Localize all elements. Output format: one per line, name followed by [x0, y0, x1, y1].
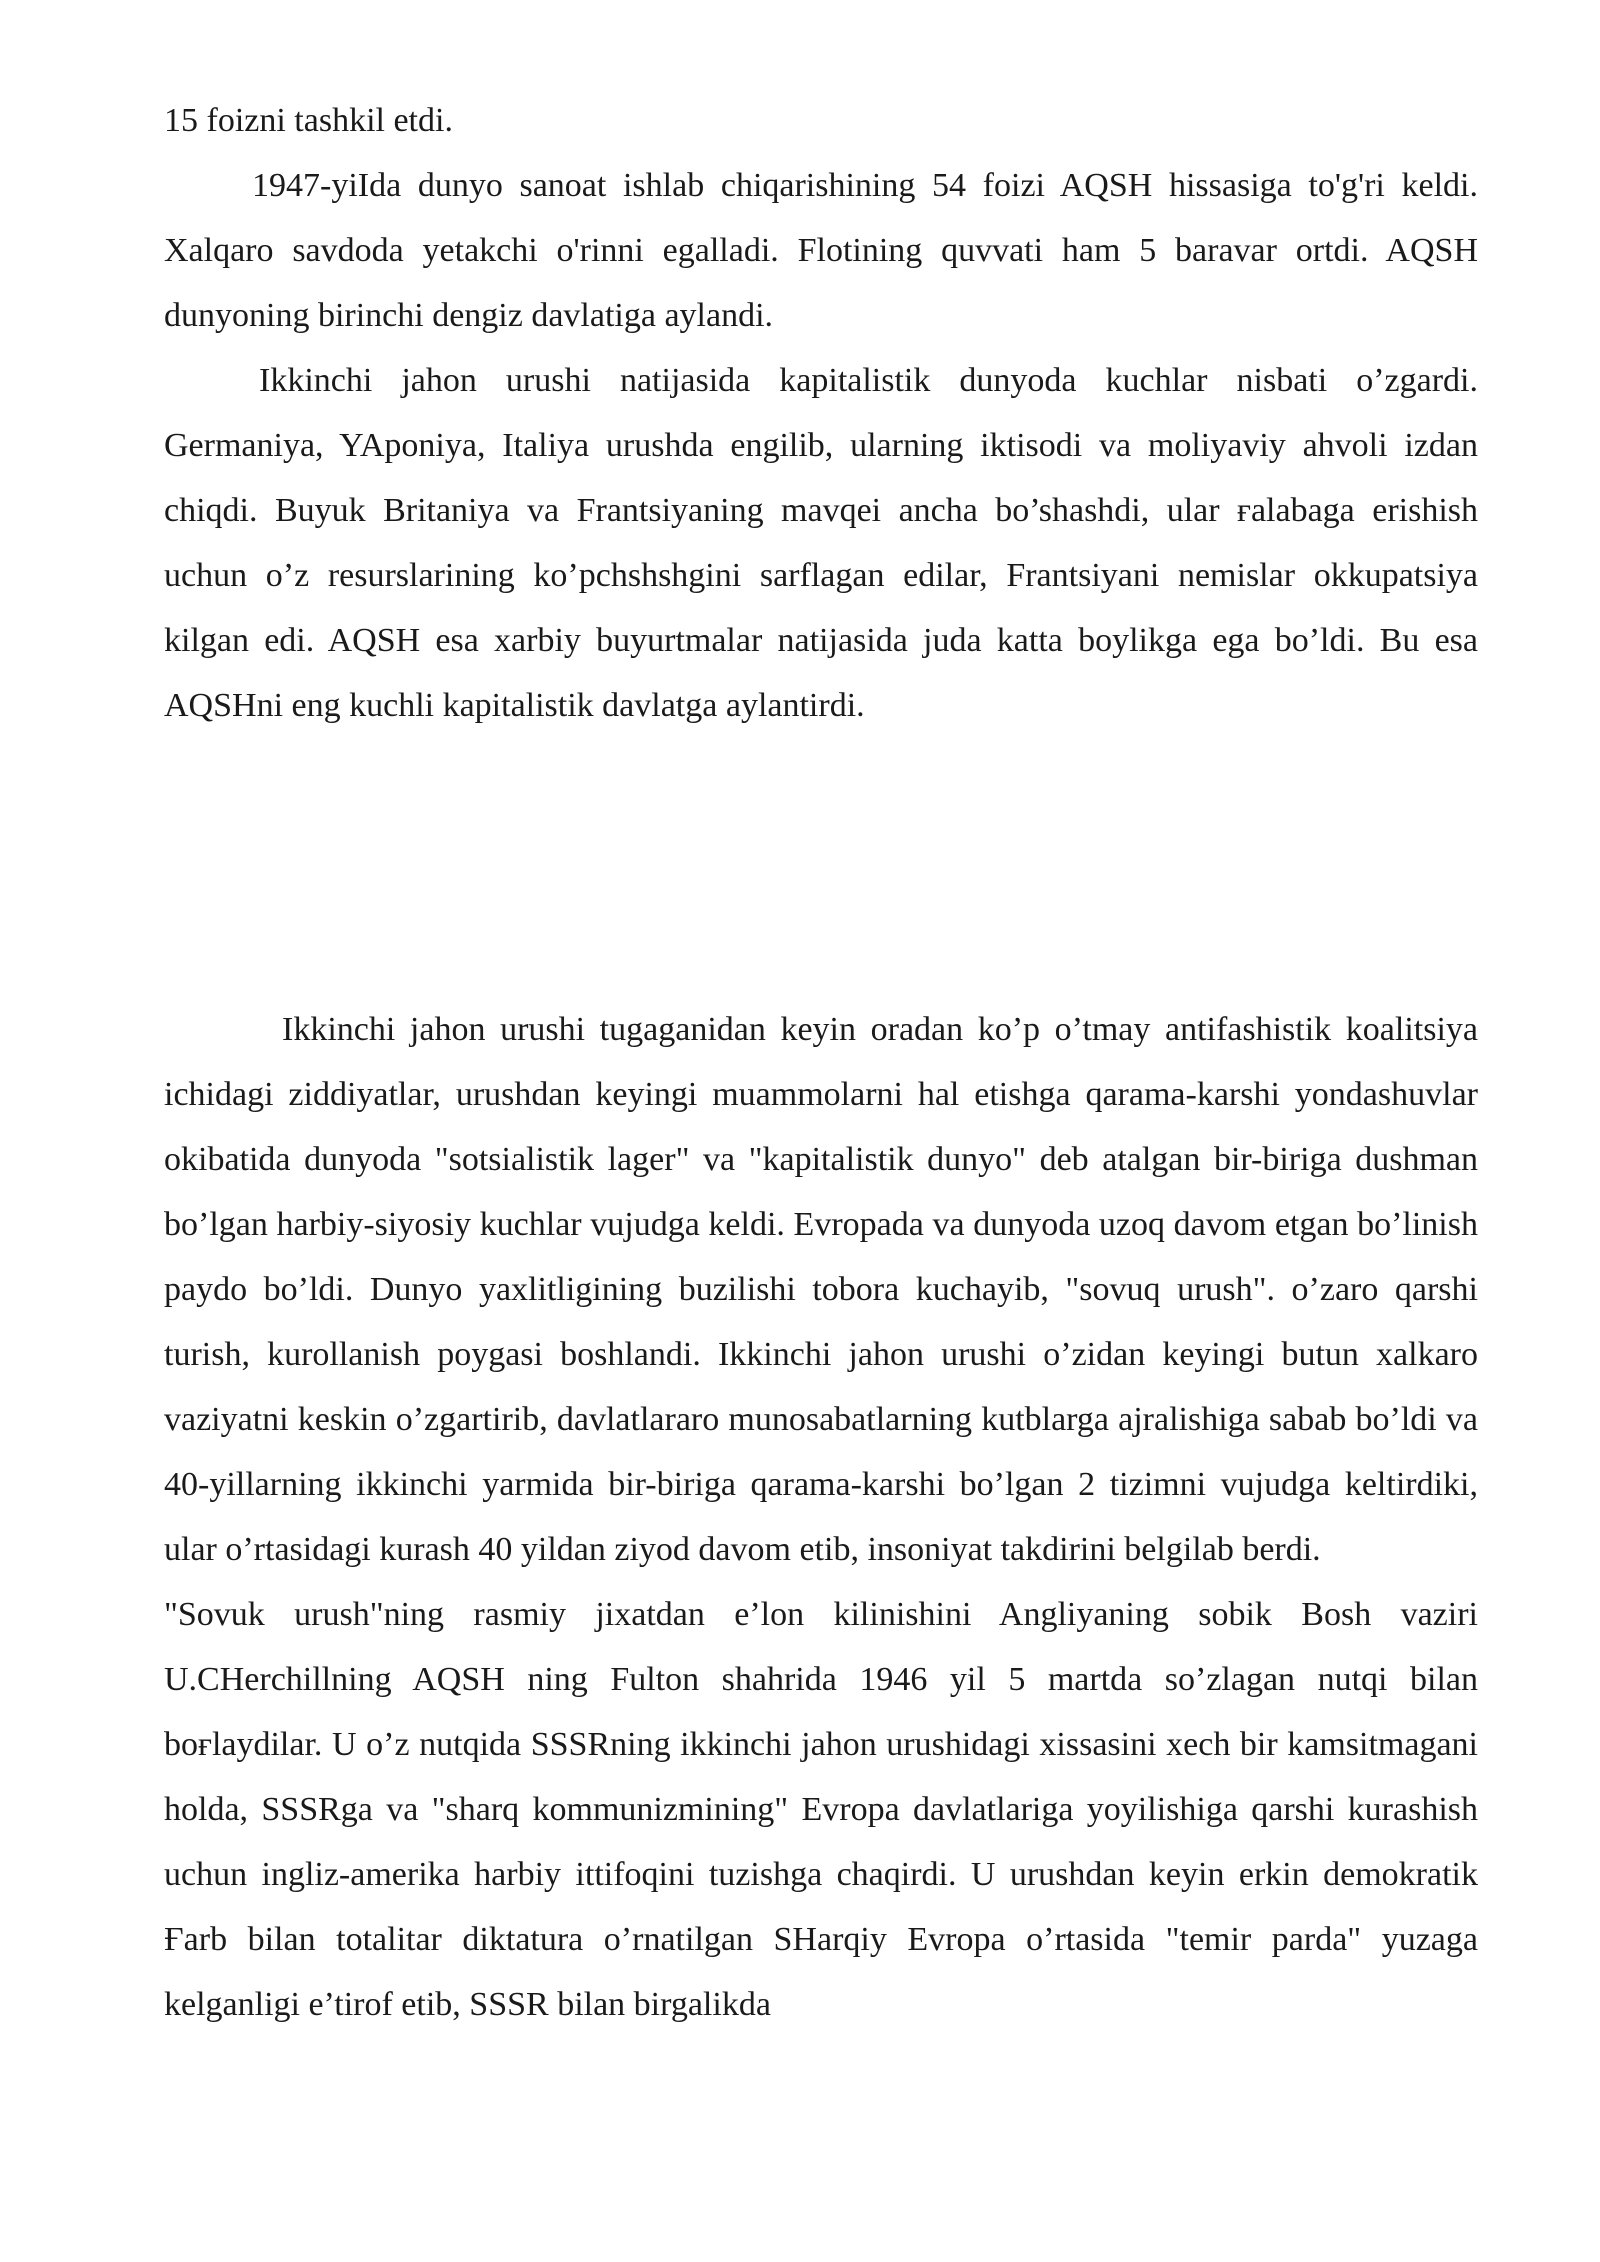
paragraph: 15 foizni tashkil etdi.	[164, 102, 453, 139]
paragraph: Ikkinchi jahon urushi tugaganidan keyin oradan ko’p o’tmay antifashistik koalitsiya ichidagi ziddiyatlar, urushdan keyingi muammolarni hal etishga qarama-karshi yondashuvlar okibatida dunyoda "sotsialistik lager" va "kapitalistik dunyo" deb atalgan bir-biriga dushman bo’lgan harbiy-siyosiy kuchlar vujudga keldi. Evropada va dunyoda uzoq davom etgan bo’linish paydo bo’ldi. Dunyo yaxlitligining buzilishi tobora kuchayib, "sovuq urush". o’zaro qarshi turish, kurollanish poygasi boshlandi. Ikkinchi jahon urushi o’zidan keyingi butun xalkaro vaziyatni keskin o’zgartirib, davlatlararo munosabatlarning kutblarga ajralishiga sabab bo’ldi va 40-yillarning ikkinchi yarmida bir-biriga qarama-karshi bo’lgan 2 tizimni vujudga keltirdiki, ular o’rtasidagi kurash 40 yildan ziyod davom etib, insoniyat takdirini belgilab berdi.	[164, 1011, 1478, 1568]
paragraph: 1947-yiIda dunyo sanoat ishlab chiqarishining 54 foizi AQSH hissasiga to'g'ri keldi. Xalqaro savdoda yetakchi o'rinni egalladi. Flotining quvvati ham 5 baravar ortdi. AQSH dunyoning birinchi dengiz davlatiga aylandi.	[164, 167, 1478, 334]
paragraph: Ikkinchi jahon urushi natijasida kapitalistik dunyoda kuchlar nisbati o’zgardi. Germaniya, YAponiya, Italiya urushda engilib, ularning iktisodi va moliyaviy ahvoli izdan chiqdi. Buyuk Britaniya va Frantsiyaning mavqei ancha bo’shashdi, ular ғalabaga erishish uchun o’z resurslarining ko’pchshshgini sarflagan edilar, Frantsiyani nemislar okkupatsiya kilgan edi. AQSH esa xarbiy buyurtmalar natijasida juda katta boylikga ega bo’ldi. Bu esa AQSHni eng kuchli kapitalistik davlatga aylantirdi.	[164, 362, 1478, 724]
paragraph: "Sovuk urush"ning rasmiy jixatdan e’lon kilinishini Angliyaning sobik Bosh vaziri U.CHerchillning AQSH ning Fulton shahrida 1946 yil 5 martda so’zlagan nutqi bilan boғlaydilar. U o’z nutqida SSSRning ikkinchi jahon urushidagi xissasini xech bir kamsitmagani holda, SSSRga va "sharq kommunizmining" Evropa davlatlariga yoyilishiga qarshi kurashish uchun ingliz-amerika harbiy ittifoqini tuzishga chaqirdi. U urushdan keyin erkin demokratik Ғarb bilan totalitar diktatura o’rnatilgan SHarqiy Evropa o’rtasida "temir parda" yuzaga kelganligi e’tirof etib, SSSR bilan birgalikda	[164, 1596, 1478, 2023]
bottom-text-section	[164, 997, 1478, 2037]
top-text-section	[164, 88, 1478, 738]
